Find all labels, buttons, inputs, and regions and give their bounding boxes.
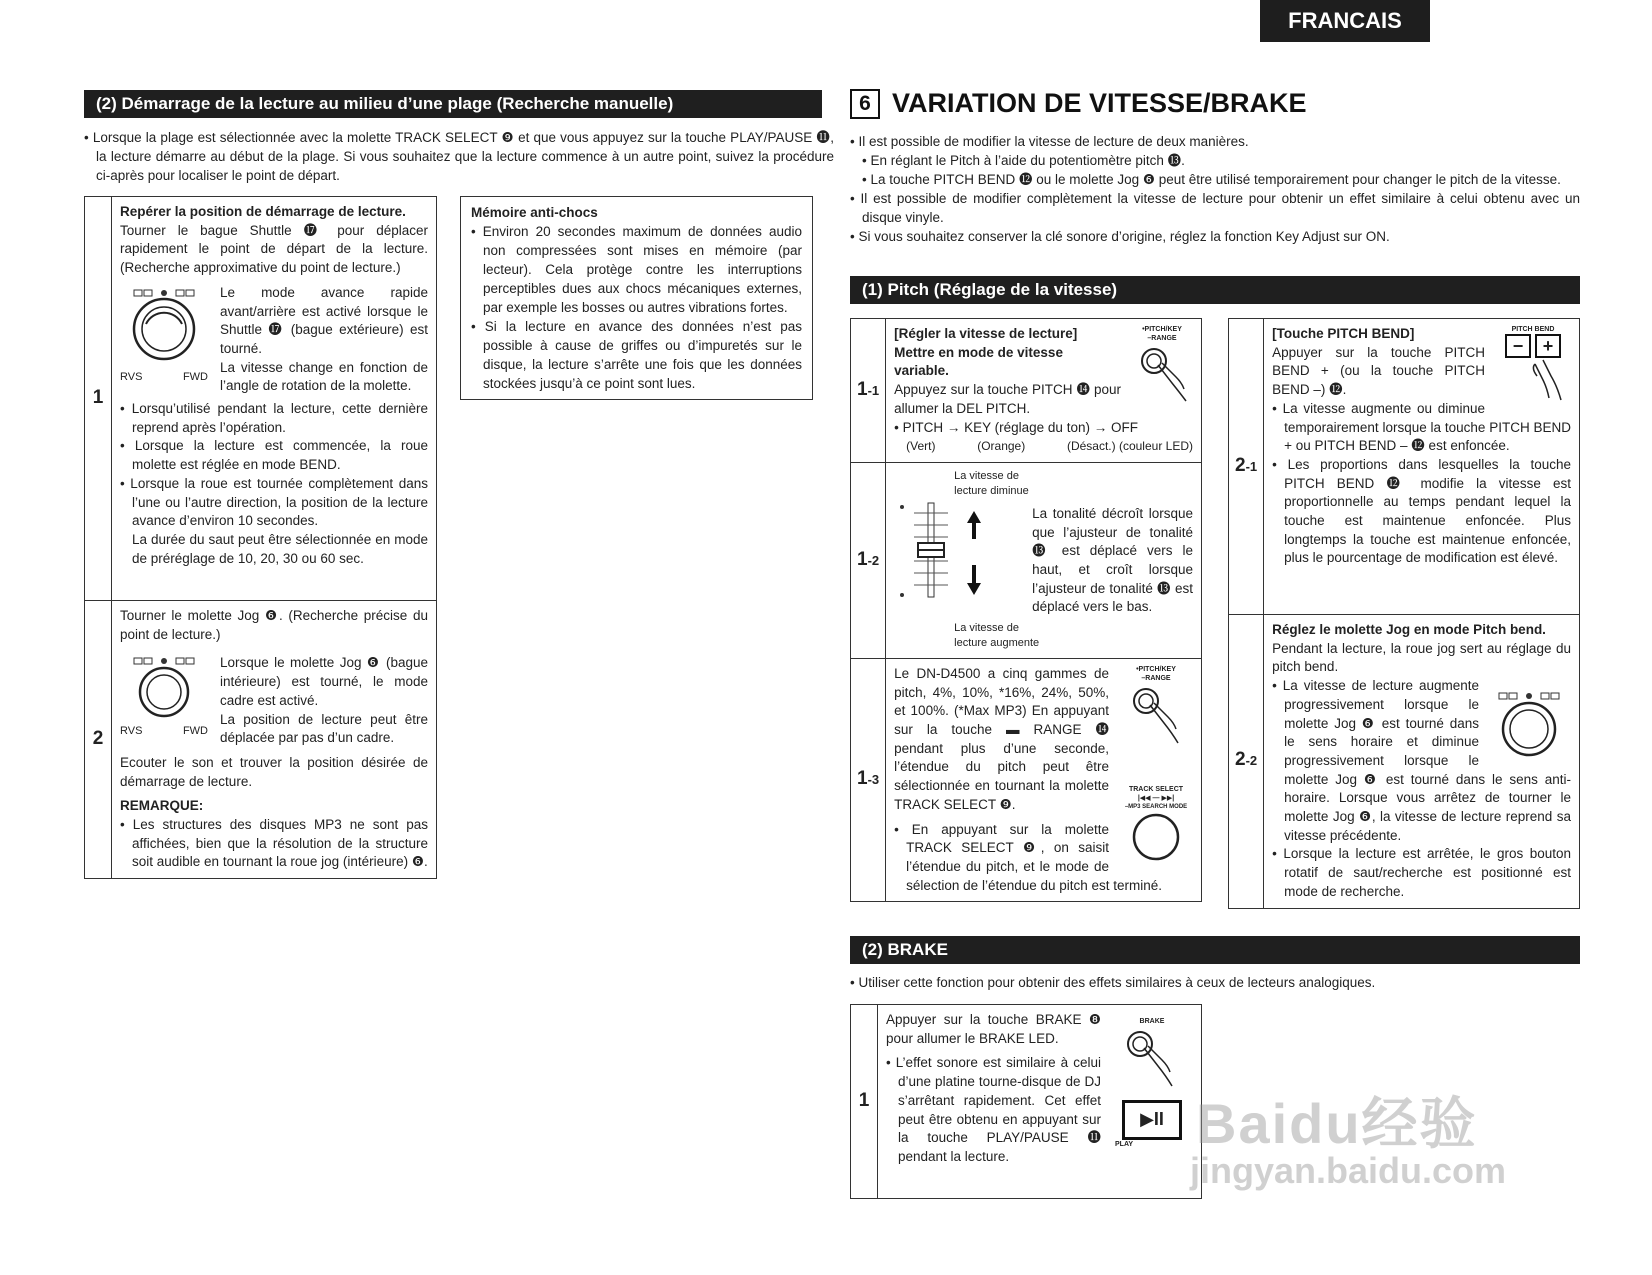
chapter-title: VARIATION DE VITESSE/BRAKE [892,88,1307,118]
jog-illustration [1489,689,1571,765]
intro-line: • Il est possible de modifier la vitesse de lecture de deux manières. [850,134,1249,149]
finger-press-icon [1503,358,1563,402]
led-label: (Orange) [977,439,1026,454]
step-number: 1-1 [851,319,886,463]
btn-label: –RANGE [1141,674,1171,682]
section-title-manual-search: (2) Démarrage de la lecture au milieu d’une plage (Recherche manuelle) [84,90,822,118]
step-content [886,319,1202,463]
brake-step-row [851,1005,1202,1199]
step-title: [Régler la vitesse de lecture] [894,326,1078,341]
remark-text: • Les structures des disques MP3 ne sont pas affichées, bien que la résolution de la structure soit audible en tournant la roue jog (intérieure) ❻. [120,817,428,870]
step-row-2 [85,601,437,879]
jog-illustration [120,654,208,739]
chapter-number: 6 [850,89,880,119]
btn-label: |◀◀ — ▶▶| [1137,794,1175,802]
btn-label: TRACK SELECT [1128,785,1184,793]
step-number: 2-2 [1229,615,1264,909]
intro-line: • Si vous souhaitez conserver la clé sonore d’origine, réglez la fonction Key Adjust sur ON. [850,229,1390,244]
step-text: Le DN-D4500 a cinq gammes de pitch, 4%, 10%, *16%, 24%, 50%, et 100%. (*Max MP3) En appuyant sur la touche ▬ RANGE ⓮ pendant plus d’une seconde, l’étendue du pitch peut être sélectionnée en tournant la molette TRACK SELECT ❾. [894,665,1109,812]
pitch-fader-icon [894,499,1014,603]
step-content [112,601,437,879]
chapter-heading [850,88,1307,119]
btn-label: PLAY [1115,1140,1134,1148]
pitch-steps-2 [1228,318,1580,909]
step-number: 1 [85,197,112,601]
step-text: Appuyez sur la touche PITCH ⓮ pour allumer la DEL PITCH. [894,382,1121,416]
step-row-1 [85,197,437,601]
btn-label: •PITCH/KEY [1142,326,1182,333]
step-number: 1 [851,1005,878,1199]
step-content [886,658,1202,901]
manual-search-steps [84,196,437,879]
step-number: 2 [85,601,112,879]
pitch-key-button-illustration [1131,325,1193,411]
step-number: 1-3 [851,658,886,901]
step-bullet: • L’effet sonore est similaire à celui d’une platine tourne-disque de DJ s’arrêtant rapidement. Cet effet peut être obtenu en appuyant sur la touche PLAY/PAUSE ⓫ pendant la lecture. [886,1055,1101,1164]
step-bullet: • En appuyant sur la molette TRACK SELECT ❾, on saisit l’étendue du pitch, et le mode de sélection de l’étendue du pitch est terminé. [894,821,1163,893]
step-row-1-2 [851,462,1202,658]
step-tail: La durée du saut peut être sélectionnée en mode de préréglage de 10, 20, 30 ou 60 sec. [132,531,428,566]
step-side-text: La vitesse change en fonction de l’angle de rotation de la molette. [220,359,428,394]
step-title: Réglez le molette Jog en mode Pitch bend. [1272,622,1546,637]
language-tab: FRANCAIS [1260,0,1430,42]
step-text: Appuyer sur la touche BRAKE ❽ pour allumer le BRAKE LED. [886,1012,1101,1046]
rvs-label: RVS [120,725,143,738]
step-content [1264,319,1580,615]
step-row-2-1 [1229,319,1580,615]
step-bullet: • La vitesse augmente ou diminue temporairement lorsque la touche PITCH BEND + ou PITCH BEND – ⓬ est enfoncée. [1272,400,1571,454]
step-content [112,197,437,601]
step-bullet: • Lorsque la roue est tournée complètement dans l’une ou l’autre direction, la position de la lecture avance d’environ 10 secondes. [120,475,428,529]
brake-play-illustration [1111,1011,1193,1149]
btn-label: PITCH BEND [1511,326,1555,333]
step-bullet: • Lorsque la lecture est commencée, la roue molette est réglée en mode BEND. [120,438,428,473]
brake-intro: • Utiliser cette fonction pour obtenir des effets similaires à ceux de lecteurs analogiques. [850,975,1376,990]
step-bullet: • Lorsque la lecture est arrêtée, le gros bouton rotatif de saut/recherche est positionné est mode de recherche. [1272,846,1571,899]
watermark-url: jingyan.baidu.com [1190,1150,1507,1191]
finger-press-icon [1126,683,1186,747]
brake-steps [850,1004,1202,1199]
finger-press-icon [1132,343,1192,405]
memory-title: Mémoire anti-chocs [471,205,598,220]
step-bullet: • PITCH → KEY (réglage du ton) → OFF [894,419,1138,435]
step-title: [Touche PITCH BEND] [1272,326,1415,341]
step-text: La tonalité décroît lorsque que l’ajusteur de tonalité ⓭ est déplacé vers le haut, et croît lorsque l’ajusteur de tonalité ⓭ est déplacé vers le bas. [1032,505,1193,615]
rvs-label: RVS [120,370,143,383]
step-bullet: • Les proportions dans lesquelles la touche PITCH BEND ⓬ modifie la vitesse est proportionnelle au temps pendant lequel la touche est maintenue enfoncée. Plus longtemps la touche est maintenue enfoncée, plus le pourcentage de modification est élevé. [1272,456,1571,566]
remark-title: REMARQUE: [120,798,204,814]
fwd-label: FWD [182,725,208,738]
step-number: 2-1 [1229,319,1264,615]
fwd-label: FWD [182,370,208,383]
step-number: 1-2 [851,462,886,658]
pitch-bend-illustration [1495,325,1571,408]
finger-press-icon [1120,1026,1184,1090]
step-side-text: Lorsque le molette Jog ❻ (bague intérieure) est tourné, le mode cadre est activé. [220,655,428,708]
step-text: Tourner le molette Jog ❻. (Recherche précise du point de lecture.) [120,608,428,642]
step-side-text: Le mode avance rapide avant/arrière est activé lorsque le Shuttle ⓱ (bague extérieure) est tourné. [220,284,428,356]
step-content [1264,615,1580,909]
fader-bottom-label: La vitesse de lecture augmente [954,622,1040,650]
jog-dial-icon [1489,689,1569,759]
jog-dial-icon [124,654,204,718]
step-bullet: • Lorsqu’utilisé pendant la lecture, cette dernière reprend après l’opération. [120,401,428,435]
step-text: Pendant la lecture, la roue jog sert au réglage du pitch bend. [1272,640,1571,675]
step-content [886,462,1202,658]
step-row-1-3 [851,658,1202,901]
intro-line: • En réglant le Pitch à l’aide du potentiomètre pitch ⓭. [862,153,1185,168]
step-text: Appuyer sur la touche PITCH BEND + (ou la touche PITCH BEND –) ⓬. [1272,344,1485,398]
intro-line: • La touche PITCH BEND ⓬ ou le molette Jog ❻ peut être utilisé temporairement pour changer le pitch de la vitesse. [862,172,1561,187]
pitch-bend-plus-icon: + [1535,334,1561,358]
step-content [878,1005,1202,1199]
step-side-text: La position de lecture peut être déplacée par pas d’un cadre. [220,711,428,746]
step-bullet: • La vitesse de lecture augmente progressivement lorsque le molette Jog ❻ est tourné dans le sens horaire et diminue progressivement lorsque le molette Jog ❻ est tourné dans le sens anti-horaire. Lorsque vous arrêtez de tourner le molette Jog ❻, la vitesse de lecture reprend sa vitesse précédente. [1272,678,1571,843]
pitch-fader-illustration [894,499,1020,609]
btn-label: •PITCH/KEY [1136,665,1176,673]
step-text: Ecouter le son et trouver la position désirée de démarrage de lecture. [120,754,428,789]
btn-label: BRAKE [1139,1018,1165,1025]
step-bold: Mettre en mode de vitesse variable. [894,344,1063,379]
shuttle-dial-icon [124,284,204,364]
led-label: (Désact.) (couleur LED) [1066,439,1193,454]
range-button-illustration [1119,665,1193,867]
section-title-brake: (2) BRAKE [850,936,1580,964]
play-pause-icon: ▶II [1122,1100,1182,1140]
manual-search-intro: • Lorsque la plage est sélectionnée avec la molette TRACK SELECT ❾ et que vous appuyez sur la touche PLAY/PAUSE ⓫, la lecture démarre au début de la plage. Si vous souhaitez que la lecture commence à un autre point, suivez la procédure ci-après pour localiser le point de départ. [84,130,834,183]
step-row-2-2 [1229,615,1580,909]
btn-label: –MP3 SEARCH MODE [1124,803,1188,810]
memory-bullet: • Si la lecture en avance des données n’est pas possible à cause de griffes ou d’impuretés sur le disque, la lecture s’arrête une fois que les données stockées jusqu’à ce point sont lues. [471,319,802,391]
watermark-logo: Baidu经验 [1196,1092,1478,1155]
memory-box [460,196,813,400]
fader-top-label: La vitesse de lecture diminue [954,469,1029,497]
shuttle-jog-illustration [120,284,208,385]
step-title: Repérer la position de démarrage de lecture. [120,204,406,219]
step-row-1-1 [851,319,1202,463]
led-label: (Vert) [906,439,936,454]
memory-bullet: • Environ 20 secondes maximum de données audio non compressées sont mises en mémoire (par lecteur). Cela protège contre les interruptions perceptibles dues aux chocs mécaniques externes, par exemple les bosses ou autres vibrations fortes. [471,224,802,315]
section-title-pitch: (1) Pitch (Réglage de la vitesse) [850,276,1580,304]
chapter-intro [850,132,1580,246]
pitch-steps-1 [850,318,1202,902]
btn-label: –RANGE [1147,335,1177,342]
pitch-bend-minus-icon: − [1505,334,1531,358]
step-text: Tourner le bague Shuttle ⓱ pour déplacer rapidement le point de départ de la lecture. (Recherche approximative du point de lecture.) [120,222,428,276]
track-select-knob-icon [1131,812,1181,862]
intro-line: • Il est possible de modifier complètement la vitesse de lecture pour obtenir un effet similaire à celui obtenu avec un disque vinyle. [850,191,1580,225]
